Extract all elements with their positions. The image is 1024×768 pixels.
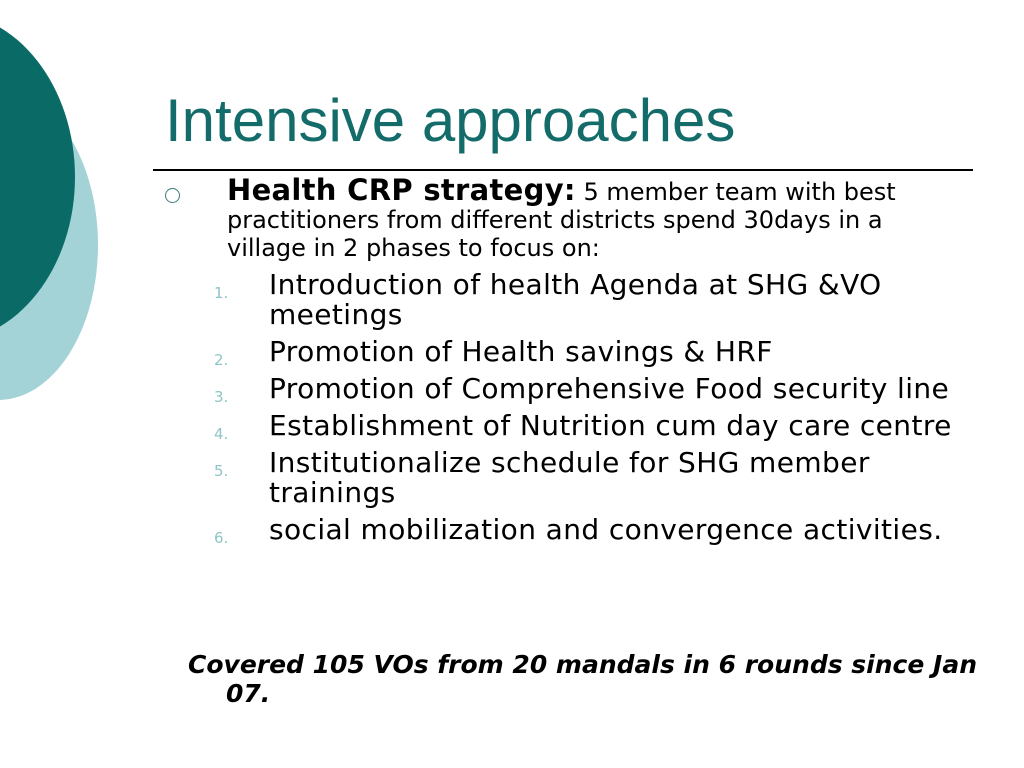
list-item bbox=[214, 270, 954, 330]
title-divider bbox=[153, 169, 973, 171]
focus-steps-list bbox=[214, 270, 954, 552]
step-text: social mobilization and convergence activities. bbox=[269, 513, 943, 546]
strategy-description: 5 member team with best practitioners from different districts spend 30days in a village in 2 phases to focus on: bbox=[227, 178, 896, 262]
step-number: 2. bbox=[214, 351, 229, 369]
list-item bbox=[214, 515, 954, 545]
list-item bbox=[214, 411, 954, 441]
list-item bbox=[214, 374, 954, 404]
step-text: Promotion of Health savings & HRF bbox=[269, 335, 773, 368]
slide-title: Intensive approaches bbox=[165, 87, 736, 154]
list-item bbox=[214, 448, 954, 508]
step-number: 3. bbox=[214, 388, 229, 406]
step-number: 1. bbox=[214, 284, 229, 302]
hollow-circle-bullet-icon bbox=[165, 188, 180, 203]
coverage-summary: Covered 105 VOs from 20 mandals in 6 rounds since Jan 07. bbox=[188, 650, 978, 708]
step-text: Promotion of Comprehensive Food security line bbox=[269, 372, 950, 405]
strategy-heading: Health CRP strategy: bbox=[227, 173, 576, 207]
step-number: 4. bbox=[214, 425, 229, 443]
step-text: Introduction of health Agenda at SHG &VO meetings bbox=[269, 268, 882, 331]
strategy-paragraph bbox=[227, 173, 957, 262]
step-text: Establishment of Nutrition cum day care centre bbox=[269, 409, 952, 442]
step-text: Institutionalize schedule for SHG member trainings bbox=[269, 446, 870, 509]
step-number: 6. bbox=[214, 529, 229, 547]
list-item bbox=[214, 337, 954, 367]
step-number: 5. bbox=[214, 462, 229, 480]
